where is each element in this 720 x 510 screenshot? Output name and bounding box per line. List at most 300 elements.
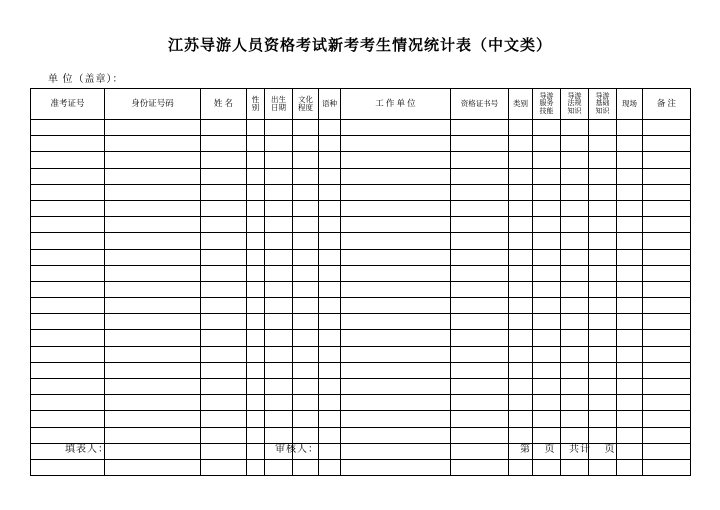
table-cell[interactable] [533, 217, 561, 233]
table-cell[interactable] [293, 330, 319, 346]
table-cell[interactable] [341, 217, 451, 233]
table-cell[interactable] [589, 200, 617, 216]
table-cell[interactable] [617, 249, 643, 265]
table-cell[interactable] [265, 298, 293, 314]
table-cell[interactable] [561, 152, 589, 168]
table-cell[interactable] [293, 152, 319, 168]
table-cell[interactable] [293, 379, 319, 395]
table-cell[interactable] [105, 330, 201, 346]
table-cell[interactable] [201, 362, 247, 378]
table-cell[interactable] [31, 379, 105, 395]
table-cell[interactable] [533, 184, 561, 200]
table-cell[interactable] [265, 395, 293, 411]
table-cell[interactable] [319, 459, 341, 475]
table-cell[interactable] [509, 152, 533, 168]
table-cell[interactable] [533, 330, 561, 346]
table-cell[interactable] [451, 346, 509, 362]
table-cell[interactable] [319, 346, 341, 362]
table-cell[interactable] [643, 152, 691, 168]
table-cell[interactable] [341, 233, 451, 249]
table-cell[interactable] [265, 411, 293, 427]
table-cell[interactable] [589, 136, 617, 152]
table-cell[interactable] [617, 362, 643, 378]
table-cell[interactable] [509, 249, 533, 265]
table-cell[interactable] [105, 459, 201, 475]
table-cell[interactable] [561, 330, 589, 346]
table-cell[interactable] [643, 265, 691, 281]
table-cell[interactable] [643, 298, 691, 314]
table-cell[interactable] [105, 200, 201, 216]
table-cell[interactable] [509, 281, 533, 297]
table-cell[interactable] [293, 346, 319, 362]
table-cell[interactable] [265, 217, 293, 233]
table-cell[interactable] [319, 120, 341, 136]
table-cell[interactable] [589, 298, 617, 314]
table-cell[interactable] [319, 330, 341, 346]
table-cell[interactable] [201, 330, 247, 346]
table-cell[interactable] [561, 298, 589, 314]
table-cell[interactable] [293, 298, 319, 314]
table-cell[interactable] [201, 249, 247, 265]
table-cell[interactable] [201, 168, 247, 184]
table-cell[interactable] [293, 217, 319, 233]
table-cell[interactable] [451, 136, 509, 152]
table-cell[interactable] [201, 379, 247, 395]
table-cell[interactable] [533, 152, 561, 168]
table-cell[interactable] [509, 459, 533, 475]
table-cell[interactable] [643, 281, 691, 297]
table-cell[interactable] [319, 200, 341, 216]
table-cell[interactable] [319, 136, 341, 152]
table-cell[interactable] [643, 362, 691, 378]
table-cell[interactable] [319, 411, 341, 427]
table-cell[interactable] [561, 459, 589, 475]
table-cell[interactable] [319, 184, 341, 200]
table-cell[interactable] [617, 379, 643, 395]
table-cell[interactable] [31, 281, 105, 297]
table-cell[interactable] [561, 184, 589, 200]
table-cell[interactable] [509, 136, 533, 152]
table-cell[interactable] [31, 346, 105, 362]
table-cell[interactable] [509, 200, 533, 216]
table-cell[interactable] [293, 314, 319, 330]
table-cell[interactable] [561, 362, 589, 378]
table-cell[interactable] [201, 152, 247, 168]
table-cell[interactable] [451, 184, 509, 200]
table-cell[interactable] [509, 362, 533, 378]
table-cell[interactable] [451, 120, 509, 136]
table-cell[interactable] [617, 152, 643, 168]
table-cell[interactable] [643, 379, 691, 395]
table-cell[interactable] [265, 136, 293, 152]
table-cell[interactable] [105, 314, 201, 330]
table-cell[interactable] [265, 330, 293, 346]
table-cell[interactable] [643, 411, 691, 427]
table-cell[interactable] [589, 233, 617, 249]
table-cell[interactable] [31, 152, 105, 168]
table-cell[interactable] [561, 379, 589, 395]
table-cell[interactable] [319, 233, 341, 249]
table-cell[interactable] [341, 184, 451, 200]
table-cell[interactable] [247, 152, 265, 168]
table-cell[interactable] [265, 249, 293, 265]
table-cell[interactable] [643, 168, 691, 184]
table-cell[interactable] [265, 459, 293, 475]
table-cell[interactable] [451, 281, 509, 297]
table-cell[interactable] [509, 314, 533, 330]
table-cell[interactable] [319, 152, 341, 168]
table-cell[interactable] [589, 184, 617, 200]
table-cell[interactable] [561, 217, 589, 233]
table-cell[interactable] [319, 249, 341, 265]
table-cell[interactable] [561, 120, 589, 136]
table-cell[interactable] [247, 459, 265, 475]
table-cell[interactable] [533, 168, 561, 184]
table-cell[interactable] [201, 120, 247, 136]
table-cell[interactable] [533, 314, 561, 330]
table-cell[interactable] [561, 136, 589, 152]
table-cell[interactable] [617, 281, 643, 297]
table-cell[interactable] [31, 395, 105, 411]
table-cell[interactable] [617, 120, 643, 136]
table-cell[interactable] [561, 168, 589, 184]
table-cell[interactable] [589, 411, 617, 427]
table-cell[interactable] [201, 395, 247, 411]
table-cell[interactable] [265, 200, 293, 216]
table-cell[interactable] [247, 184, 265, 200]
table-cell[interactable] [31, 314, 105, 330]
table-cell[interactable] [561, 346, 589, 362]
table-cell[interactable] [105, 136, 201, 152]
table-cell[interactable] [509, 120, 533, 136]
table-cell[interactable] [451, 298, 509, 314]
table-cell[interactable] [201, 217, 247, 233]
table-cell[interactable] [105, 346, 201, 362]
table-cell[interactable] [31, 330, 105, 346]
table-cell[interactable] [589, 459, 617, 475]
table-cell[interactable] [31, 249, 105, 265]
table-cell[interactable] [265, 314, 293, 330]
table-cell[interactable] [105, 411, 201, 427]
table-cell[interactable] [617, 265, 643, 281]
table-cell[interactable] [643, 217, 691, 233]
table-cell[interactable] [105, 120, 201, 136]
table-cell[interactable] [451, 168, 509, 184]
table-cell[interactable] [341, 281, 451, 297]
table-cell[interactable] [105, 217, 201, 233]
table-cell[interactable] [509, 217, 533, 233]
table-cell[interactable] [105, 298, 201, 314]
table-cell[interactable] [643, 184, 691, 200]
table-cell[interactable] [265, 233, 293, 249]
table-cell[interactable] [509, 379, 533, 395]
table-cell[interactable] [643, 136, 691, 152]
table-cell[interactable] [509, 298, 533, 314]
table-cell[interactable] [105, 281, 201, 297]
table-cell[interactable] [341, 314, 451, 330]
table-cell[interactable] [341, 265, 451, 281]
table-cell[interactable] [105, 233, 201, 249]
table-cell[interactable] [293, 362, 319, 378]
table-cell[interactable] [589, 120, 617, 136]
table-cell[interactable] [293, 200, 319, 216]
table-cell[interactable] [589, 362, 617, 378]
table-cell[interactable] [533, 459, 561, 475]
table-cell[interactable] [31, 200, 105, 216]
table-cell[interactable] [341, 459, 451, 475]
table-cell[interactable] [293, 249, 319, 265]
table-cell[interactable] [341, 249, 451, 265]
table-cell[interactable] [105, 152, 201, 168]
table-cell[interactable] [451, 362, 509, 378]
table-cell[interactable] [247, 379, 265, 395]
table-cell[interactable] [31, 265, 105, 281]
table-cell[interactable] [265, 168, 293, 184]
table-cell[interactable] [247, 120, 265, 136]
table-cell[interactable] [533, 136, 561, 152]
table-cell[interactable] [451, 152, 509, 168]
table-cell[interactable] [533, 249, 561, 265]
table-cell[interactable] [247, 330, 265, 346]
table-cell[interactable] [201, 200, 247, 216]
table-cell[interactable] [617, 217, 643, 233]
table-cell[interactable] [341, 379, 451, 395]
table-cell[interactable] [589, 265, 617, 281]
table-cell[interactable] [247, 136, 265, 152]
table-cell[interactable] [265, 152, 293, 168]
table-cell[interactable] [319, 265, 341, 281]
table-cell[interactable] [293, 136, 319, 152]
table-cell[interactable] [105, 265, 201, 281]
table-cell[interactable] [293, 120, 319, 136]
table-cell[interactable] [201, 314, 247, 330]
table-cell[interactable] [643, 233, 691, 249]
table-cell[interactable] [617, 136, 643, 152]
table-cell[interactable] [31, 233, 105, 249]
table-cell[interactable] [319, 379, 341, 395]
table-cell[interactable] [643, 314, 691, 330]
table-cell[interactable] [201, 233, 247, 249]
table-cell[interactable] [451, 411, 509, 427]
table-cell[interactable] [643, 249, 691, 265]
table-cell[interactable] [247, 362, 265, 378]
table-cell[interactable] [293, 459, 319, 475]
table-cell[interactable] [561, 249, 589, 265]
table-cell[interactable] [643, 395, 691, 411]
table-cell[interactable] [643, 120, 691, 136]
table-cell[interactable] [293, 411, 319, 427]
table-cell[interactable] [509, 233, 533, 249]
table-cell[interactable] [533, 281, 561, 297]
table-cell[interactable] [451, 249, 509, 265]
table-cell[interactable] [247, 395, 265, 411]
table-cell[interactable] [293, 184, 319, 200]
table-cell[interactable] [341, 346, 451, 362]
table-cell[interactable] [561, 395, 589, 411]
table-cell[interactable] [561, 411, 589, 427]
table-cell[interactable] [533, 411, 561, 427]
table-cell[interactable] [617, 233, 643, 249]
table-cell[interactable] [247, 411, 265, 427]
table-cell[interactable] [201, 281, 247, 297]
table-cell[interactable] [643, 459, 691, 475]
table-cell[interactable] [451, 395, 509, 411]
table-cell[interactable] [265, 265, 293, 281]
table-cell[interactable] [451, 233, 509, 249]
table-cell[interactable] [561, 265, 589, 281]
table-cell[interactable] [265, 281, 293, 297]
table-cell[interactable] [319, 281, 341, 297]
table-cell[interactable] [589, 281, 617, 297]
table-cell[interactable] [293, 233, 319, 249]
table-cell[interactable] [247, 346, 265, 362]
table-cell[interactable] [451, 330, 509, 346]
table-cell[interactable] [265, 362, 293, 378]
table-cell[interactable] [341, 152, 451, 168]
table-cell[interactable] [293, 395, 319, 411]
table-cell[interactable] [31, 168, 105, 184]
table-cell[interactable] [533, 298, 561, 314]
table-cell[interactable] [533, 265, 561, 281]
table-cell[interactable] [617, 168, 643, 184]
table-cell[interactable] [589, 314, 617, 330]
table-cell[interactable] [247, 314, 265, 330]
table-cell[interactable] [247, 249, 265, 265]
table-cell[interactable] [319, 362, 341, 378]
table-cell[interactable] [617, 314, 643, 330]
table-cell[interactable] [341, 298, 451, 314]
table-cell[interactable] [509, 346, 533, 362]
table-cell[interactable] [589, 330, 617, 346]
table-cell[interactable] [105, 395, 201, 411]
table-cell[interactable] [319, 395, 341, 411]
table-cell[interactable] [589, 152, 617, 168]
table-cell[interactable] [201, 346, 247, 362]
table-cell[interactable] [201, 265, 247, 281]
table-cell[interactable] [105, 362, 201, 378]
table-cell[interactable] [341, 395, 451, 411]
table-cell[interactable] [643, 346, 691, 362]
table-cell[interactable] [31, 120, 105, 136]
table-cell[interactable] [617, 330, 643, 346]
table-cell[interactable] [509, 168, 533, 184]
table-cell[interactable] [247, 281, 265, 297]
table-cell[interactable] [201, 184, 247, 200]
table-cell[interactable] [341, 411, 451, 427]
table-cell[interactable] [341, 168, 451, 184]
table-cell[interactable] [293, 265, 319, 281]
table-cell[interactable] [589, 346, 617, 362]
table-cell[interactable] [105, 168, 201, 184]
table-cell[interactable] [617, 411, 643, 427]
table-cell[interactable] [451, 217, 509, 233]
table-cell[interactable] [617, 298, 643, 314]
table-cell[interactable] [533, 362, 561, 378]
table-cell[interactable] [31, 184, 105, 200]
table-cell[interactable] [247, 298, 265, 314]
table-cell[interactable] [509, 395, 533, 411]
table-cell[interactable] [247, 265, 265, 281]
table-cell[interactable] [509, 265, 533, 281]
table-cell[interactable] [617, 200, 643, 216]
table-cell[interactable] [31, 411, 105, 427]
table-cell[interactable] [617, 184, 643, 200]
table-cell[interactable] [247, 233, 265, 249]
table-cell[interactable] [105, 249, 201, 265]
table-cell[interactable] [509, 411, 533, 427]
table-cell[interactable] [265, 184, 293, 200]
table-cell[interactable] [319, 217, 341, 233]
table-cell[interactable] [105, 184, 201, 200]
table-cell[interactable] [533, 395, 561, 411]
table-cell[interactable] [451, 200, 509, 216]
table-cell[interactable] [533, 200, 561, 216]
table-cell[interactable] [643, 330, 691, 346]
table-cell[interactable] [451, 459, 509, 475]
table-cell[interactable] [643, 200, 691, 216]
table-cell[interactable] [105, 379, 201, 395]
table-cell[interactable] [561, 314, 589, 330]
table-cell[interactable] [509, 330, 533, 346]
table-cell[interactable] [265, 379, 293, 395]
table-cell[interactable] [247, 168, 265, 184]
table-cell[interactable] [247, 200, 265, 216]
table-cell[interactable] [319, 298, 341, 314]
table-cell[interactable] [341, 330, 451, 346]
table-cell[interactable] [247, 217, 265, 233]
table-cell[interactable] [451, 265, 509, 281]
table-cell[interactable] [561, 281, 589, 297]
table-cell[interactable] [589, 379, 617, 395]
table-cell[interactable] [589, 217, 617, 233]
table-cell[interactable] [561, 200, 589, 216]
table-cell[interactable] [509, 184, 533, 200]
table-cell[interactable] [617, 395, 643, 411]
table-cell[interactable] [319, 168, 341, 184]
table-cell[interactable] [589, 168, 617, 184]
table-cell[interactable] [341, 120, 451, 136]
table-cell[interactable] [533, 233, 561, 249]
table-cell[interactable] [31, 298, 105, 314]
table-cell[interactable] [319, 314, 341, 330]
table-cell[interactable] [341, 200, 451, 216]
table-cell[interactable] [451, 314, 509, 330]
table-cell[interactable] [265, 120, 293, 136]
table-cell[interactable] [533, 379, 561, 395]
table-cell[interactable] [533, 120, 561, 136]
table-cell[interactable] [341, 362, 451, 378]
table-cell[interactable] [617, 459, 643, 475]
table-cell[interactable] [265, 346, 293, 362]
table-cell[interactable] [293, 281, 319, 297]
table-cell[interactable] [31, 459, 105, 475]
table-cell[interactable] [31, 362, 105, 378]
table-cell[interactable] [201, 298, 247, 314]
table-cell[interactable] [451, 379, 509, 395]
table-cell[interactable] [589, 395, 617, 411]
table-cell[interactable] [31, 217, 105, 233]
table-cell[interactable] [533, 346, 561, 362]
table-cell[interactable] [31, 136, 105, 152]
table-cell[interactable] [617, 346, 643, 362]
table-cell[interactable] [201, 411, 247, 427]
table-cell[interactable] [561, 233, 589, 249]
table-cell[interactable] [589, 249, 617, 265]
table-cell[interactable] [201, 136, 247, 152]
table-cell[interactable] [341, 136, 451, 152]
table-cell[interactable] [201, 459, 247, 475]
table-cell[interactable] [293, 168, 319, 184]
